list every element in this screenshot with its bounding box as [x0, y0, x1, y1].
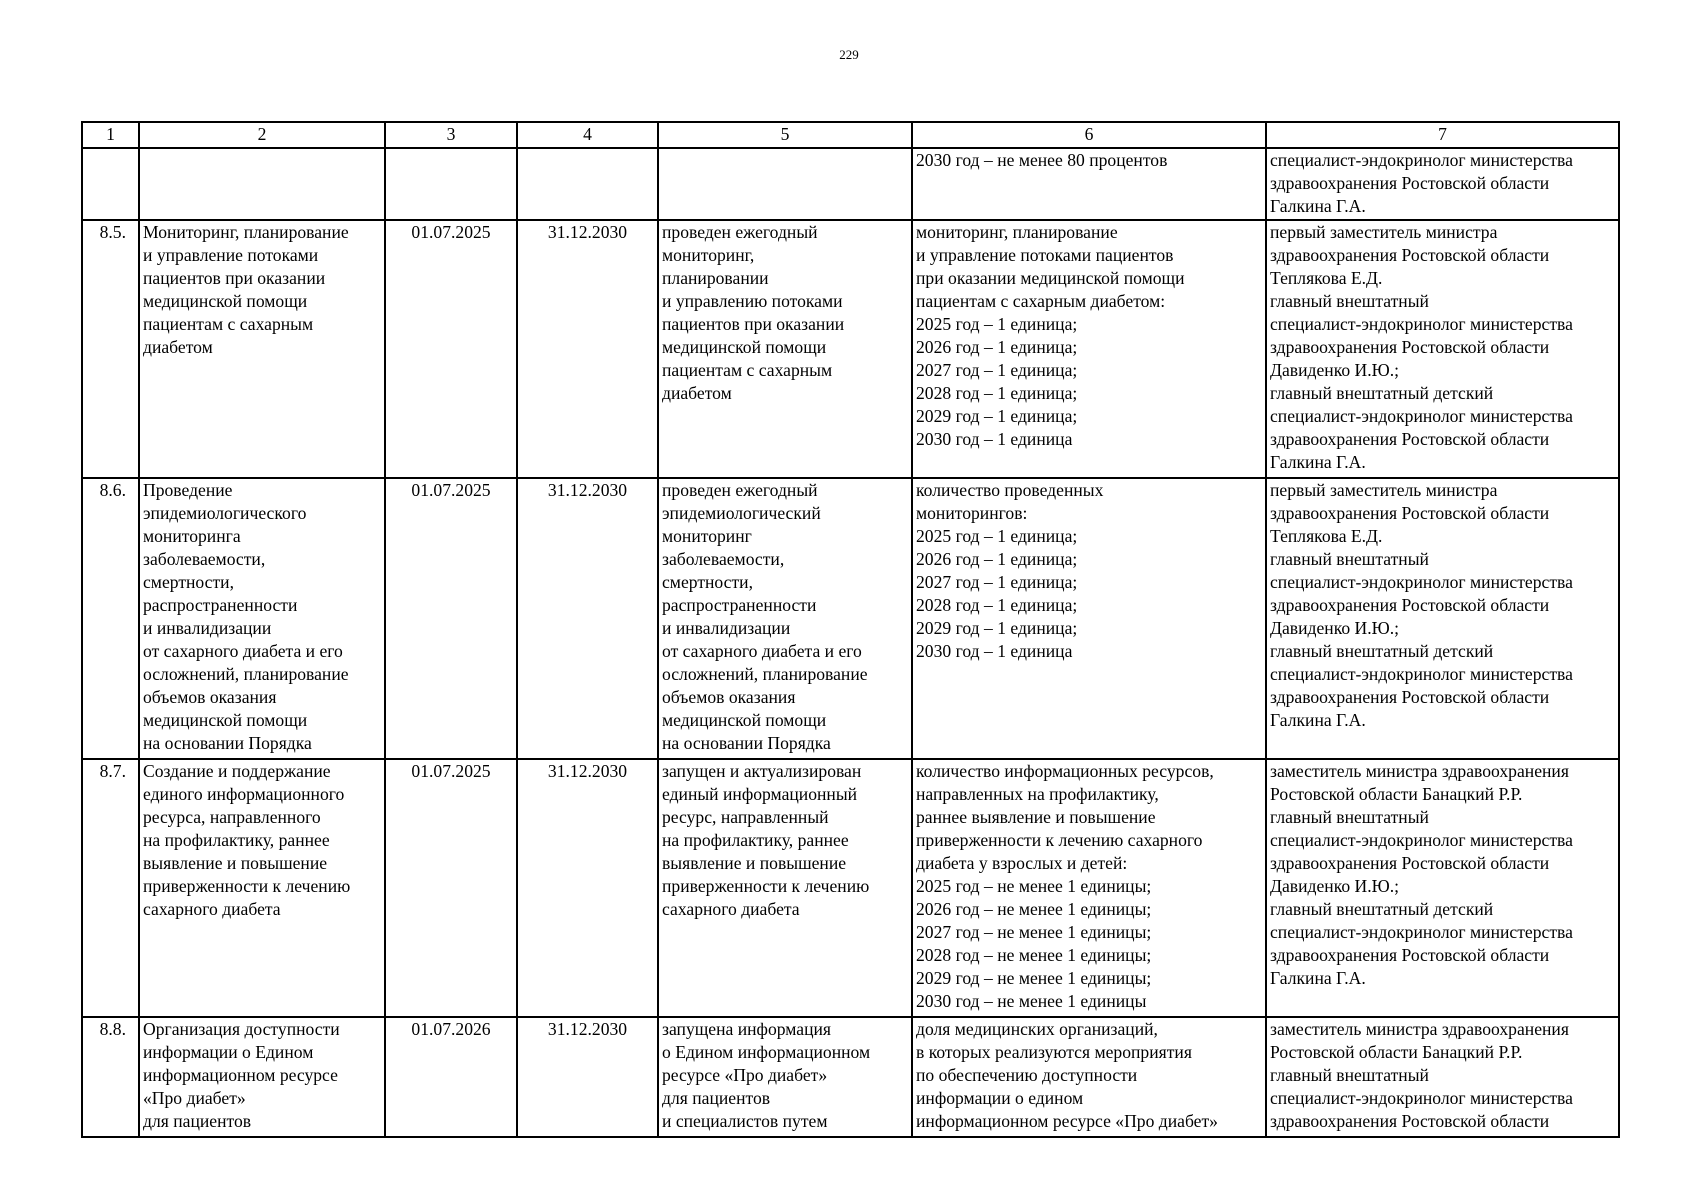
measure-name: Проведение эпидемиологического мониторинга заболеваемости, смертности, распространенности и инвалидизации от сахарного диабета и его осложнений, планирование объемов оказания медицинской помощи на основании Порядка: [139, 478, 385, 759]
end-date: 31.12.2030: [517, 220, 658, 478]
row-number: 8.8.: [82, 1017, 139, 1137]
indicator: количество информационных ресурсов, направленных на профилактику, раннее выявление и повышение приверженности к лечению сахарного диабета у взрослых и детей: 2025 год – не менее 1 единицы; 2026 год – не менее 1 единицы; 2027 год – не менее 1 единицы; 2028 год – не менее 1 единицы; 2029 год – не менее 1 единицы; 2030 год – не менее 1 единицы: [912, 759, 1266, 1017]
header-cell: 4: [517, 122, 658, 148]
responsible: специалист-эндокринолог министерства здравоохранения Ростовской области Галкина Г.А.: [1266, 148, 1619, 220]
start-date: 01.07.2026: [385, 1017, 517, 1137]
row-number: 8.6.: [82, 478, 139, 759]
measure-name: Создание и поддержание единого информационного ресурса, направленного на профилактику, раннее выявление и повышение приверженности к лечению сахарного диабета: [139, 759, 385, 1017]
expected-result: проведен ежегодный эпидемиологический мониторинг заболеваемости, смертности, распространенности и инвалидизации от сахарного диабета и его осложнений, планирование объемов оказания медицинской помощи на основании Порядка: [658, 478, 912, 759]
indicator: доля медицинских организаций, в которых реализуются мероприятия по обеспечению доступности информации о едином информационном ресурсе «Про диабет»: [912, 1017, 1266, 1137]
page-number: 229: [839, 47, 859, 62]
table-row: [82, 220, 1619, 478]
end-date: [517, 148, 658, 220]
expected-result: запущен и актуализирован единый информационный ресурс, направленный на профилактику, раннее выявление и повышение приверженности к лечению сахарного диабета: [658, 759, 912, 1017]
header-cell: 1: [82, 122, 139, 148]
indicator: 2030 год – не менее 80 процентов: [912, 148, 1266, 220]
expected-result: [658, 148, 912, 220]
responsible: заместитель министра здравоохранения Ростовской области Банацкий Р.Р. главный внештатный специалист-эндокринолог министерства здравоохранения Ростовской области Давиденко И.Ю.; главный внештатный детский специалист-эндокринолог министерства здравоохранения Ростовской области Галкина Г.А.: [1266, 759, 1619, 1017]
table-header-row: [82, 122, 1619, 148]
expected-result: проведен ежегодный мониторинг, планировании и управлению потоками пациентов при оказании медицинской помощи пациентам с сахарным диабетом: [658, 220, 912, 478]
table-row: [82, 478, 1619, 759]
start-date: 01.07.2025: [385, 220, 517, 478]
responsible: первый заместитель министра здравоохранения Ростовской области Теплякова Е.Д. главный внештатный специалист-эндокринолог министерства здравоохранения Ростовской области Давиденко И.Ю.; главный внештатный детский специалист-эндокринолог министерства здравоохранения Ростовской области Галкина Г.А.: [1266, 220, 1619, 478]
indicator: мониторинг, планирование и управление потоками пациентов при оказании медицинской помощи пациентам с сахарным диабетом: 2025 год – 1 единица; 2026 год – 1 единица; 2027 год – 1 единица; 2028 год – 1 единица; 2029 год – 1 единица; 2030 год – 1 единица: [912, 220, 1266, 478]
end-date: 31.12.2030: [517, 1017, 658, 1137]
start-date: 01.07.2025: [385, 759, 517, 1017]
header-cell: 7: [1266, 122, 1619, 148]
end-date: 31.12.2030: [517, 759, 658, 1017]
table-row: [82, 759, 1619, 1017]
measure-name: Организация доступности информации о Едином информационном ресурсе «Про диабет» для пациентов: [139, 1017, 385, 1137]
measures-table: [81, 121, 1620, 1138]
end-date: 31.12.2030: [517, 478, 658, 759]
row-number: 8.7.: [82, 759, 139, 1017]
header-cell: 6: [912, 122, 1266, 148]
responsible: заместитель министра здравоохранения Ростовской области Банацкий Р.Р. главный внештатный специалист-эндокринолог министерства здравоохранения Ростовской области: [1266, 1017, 1619, 1137]
responsible: первый заместитель министра здравоохранения Ростовской области Теплякова Е.Д. главный внештатный специалист-эндокринолог министерства здравоохранения Ростовской области Давиденко И.Ю.; главный внештатный детский специалист-эндокринолог министерства здравоохранения Ростовской области Галкина Г.А.: [1266, 478, 1619, 759]
row-number: [82, 148, 139, 220]
measure-name: Мониторинг, планирование и управление потоками пациентов при оказании медицинской помощи пациентам с сахарным диабетом: [139, 220, 385, 478]
header-cell: 5: [658, 122, 912, 148]
table-row: [82, 148, 1619, 220]
start-date: 01.07.2025: [385, 478, 517, 759]
row-number: 8.5.: [82, 220, 139, 478]
measure-name: [139, 148, 385, 220]
header-cell: 3: [385, 122, 517, 148]
header-cell: 2: [139, 122, 385, 148]
start-date: [385, 148, 517, 220]
indicator: количество проведенных мониторингов: 2025 год – 1 единица; 2026 год – 1 единица; 2027 год – 1 единица; 2028 год – 1 единица; 2029 год – 1 единица; 2030 год – 1 единица: [912, 478, 1266, 759]
expected-result: запущена информация о Едином информационном ресурсе «Про диабет» для пациентов и специалистов путем: [658, 1017, 912, 1137]
table-row: [82, 1017, 1619, 1137]
